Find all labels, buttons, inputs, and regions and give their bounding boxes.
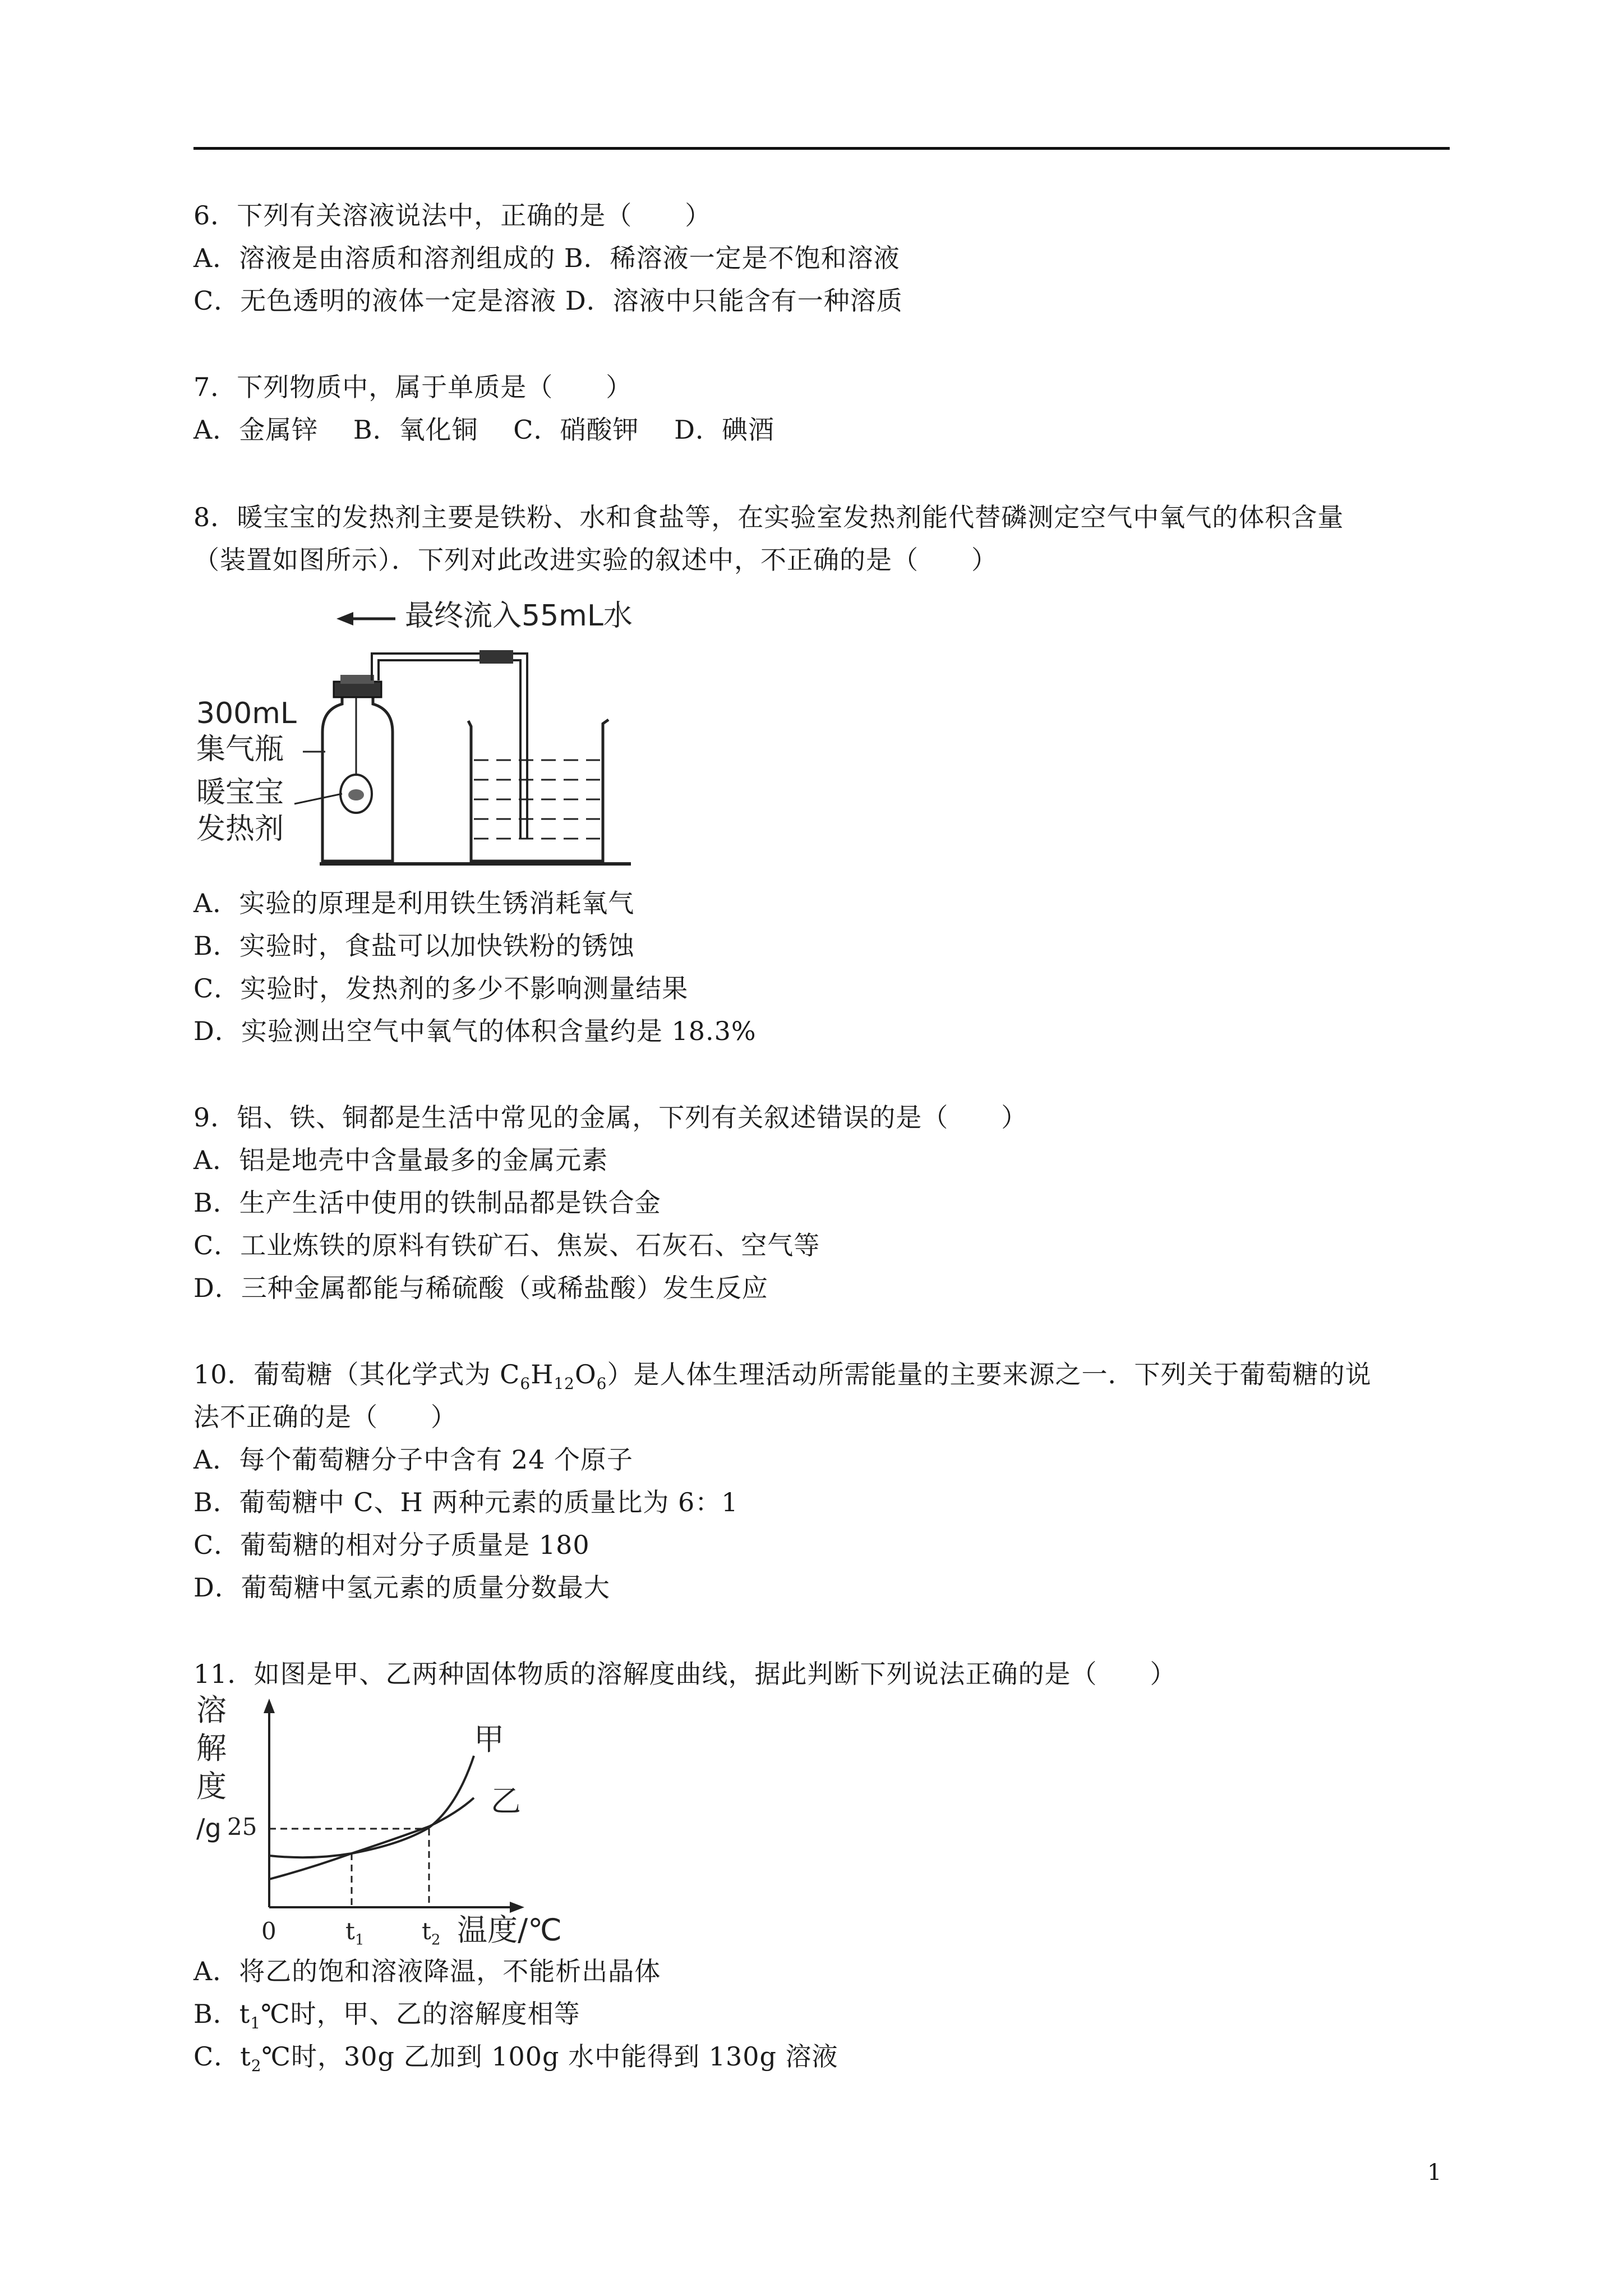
y-axis-arrow xyxy=(264,1699,275,1713)
q11-stem: 11．如图是甲、乙两种固体物质的溶解度曲线，据此判断下列说法正确的是（ ） xyxy=(193,1659,1177,1689)
q8-stem-line2: （装置如图所示）．下列对此改进实验的叙述中，不正确的是（ ） xyxy=(193,545,998,575)
series-yi-label: 乙 xyxy=(491,1783,521,1819)
y-label-char-3: 度 xyxy=(196,1769,227,1804)
series-yi-curve xyxy=(269,1798,474,1879)
series-jia-label: 甲 xyxy=(474,1722,504,1757)
q6-options-ab: A．溶液是由溶质和溶剂组成的 B．稀溶液一定是不饱和溶液 xyxy=(193,243,900,273)
heater-label-line1: 暖宝宝 xyxy=(196,776,284,809)
heater-label-line2: 发热剂 xyxy=(196,812,284,846)
q10-sub-c: 6 xyxy=(520,1374,531,1393)
q9-option-c: C．工业炼铁的原料有铁矿石、焦炭、石灰石、空气等 xyxy=(193,1230,820,1260)
q10-option-b: B．葡萄糖中 C、H 两种元素的质量比为 6：1 xyxy=(193,1487,739,1517)
q10-option-d: D．葡萄糖中氢元素的质量分数最大 xyxy=(193,1572,610,1603)
q11-option-c-pre: C．t xyxy=(193,2041,251,2072)
x-axis-arrow xyxy=(510,1902,524,1913)
q6-options-cd: C．无色透明的液体一定是溶液 D．溶液中只能含有一种溶质 xyxy=(193,286,903,316)
q11-option-b-pre: B．t xyxy=(193,1999,251,2029)
q10-stem-line1 xyxy=(193,1359,1372,1400)
q8-option-a: A．实验的原理是利用铁生锈消耗氧气 xyxy=(193,888,635,918)
page-number: 1 xyxy=(1427,2160,1442,2185)
x-tick-t1-base: t xyxy=(345,1917,355,1945)
x-tick-0: 0 xyxy=(261,1917,276,1945)
x-tick-t1-sub: 1 xyxy=(354,1931,365,1949)
q9-option-d: D．三种金属都能与稀硫酸（或稀盐酸）发生反应 xyxy=(193,1273,768,1303)
x-axis-label: 温度/℃ xyxy=(457,1912,562,1948)
q10-option-a: A．每个葡萄糖分子中含有 24 个原子 xyxy=(193,1444,633,1475)
x-tick-t1 xyxy=(345,1917,364,1948)
q8-option-d: D．实验测出空气中氧气的体积含量约是 18.3% xyxy=(193,1016,757,1046)
q7-options: A．金属锌 B．氧化铜 C．硝酸钾 D．碘酒 xyxy=(193,415,774,445)
flow-label: 最终流入55mL水 xyxy=(405,599,633,633)
q10-sub-h: 12 xyxy=(554,1374,575,1393)
x-tick-t2-base: t xyxy=(422,1917,431,1945)
q11-option-a: A．将乙的饱和溶液降温，不能析出晶体 xyxy=(193,1956,661,1986)
q11-option-c xyxy=(193,2041,838,2082)
q6-stem: 6．下列有关溶液说法中，正确的是（ ） xyxy=(193,200,712,231)
q10-stem-pre: 10．葡萄糖（其化学式为 C xyxy=(193,1359,520,1389)
bottle-name-label: 集气瓶 xyxy=(196,733,284,766)
q8-stem-line1: 8．暖宝宝的发热剂主要是铁粉、水和食盐等，在实验室发热剂能代替磷测定空气中氧气的体积含量 xyxy=(193,502,1344,532)
q10-sub-o: 6 xyxy=(596,1374,607,1393)
q9-option-a: A．铝是地壳中含量最多的金属元素 xyxy=(193,1145,608,1175)
q11-option-c-sub: 2 xyxy=(251,2056,262,2076)
bottle-volume-label: 300mL xyxy=(196,697,297,730)
series-jia-curve xyxy=(269,1756,474,1857)
x-tick-t2 xyxy=(422,1917,440,1948)
y-tick-25: 25 xyxy=(227,1813,257,1841)
y-label-char-2: 解 xyxy=(196,1731,227,1766)
q10-option-c: C．葡萄糖的相对分子质量是 180 xyxy=(193,1530,590,1560)
q9-stem: 9．铝、铁、铜都是生活中常见的金属，下列有关叙述错误的是（ ） xyxy=(193,1102,1028,1133)
q9-option-b: B．生产生活中使用的铁制品都是铁合金 xyxy=(193,1188,661,1218)
q8-option-b: B．实验时，食盐可以加快铁粉的锈蚀 xyxy=(193,931,635,961)
q11-option-b-sub: 1 xyxy=(250,2014,261,2033)
solubility-chart xyxy=(193,1694,586,1930)
q8-option-c: C．实验时，发热剂的多少不影响测量结果 xyxy=(193,973,689,1004)
x-tick-t2-sub: 2 xyxy=(431,1931,441,1949)
q10-o: O xyxy=(574,1359,597,1389)
q10-stem-post: ）是人体生理活动所需能量的主要来源之一．下列关于葡萄糖的说 xyxy=(607,1359,1372,1389)
q11-option-b-post: ℃时，甲、乙的溶解度相等 xyxy=(261,1999,580,2029)
q7-stem: 7．下列物质中，属于单质是（ ） xyxy=(193,372,633,402)
q10-stem-line2: 法不正确的是（ ） xyxy=(193,1402,457,1432)
q11-option-c-post: ℃时，30g 乙加到 100g 水中能得到 130g 溶液 xyxy=(261,2041,838,2072)
header-rule xyxy=(193,147,1450,150)
y-label-unit: /g xyxy=(196,1813,222,1843)
q11-option-b xyxy=(193,1998,580,2039)
y-label-char-1: 溶 xyxy=(196,1692,227,1728)
q10-h: H xyxy=(531,1359,554,1389)
